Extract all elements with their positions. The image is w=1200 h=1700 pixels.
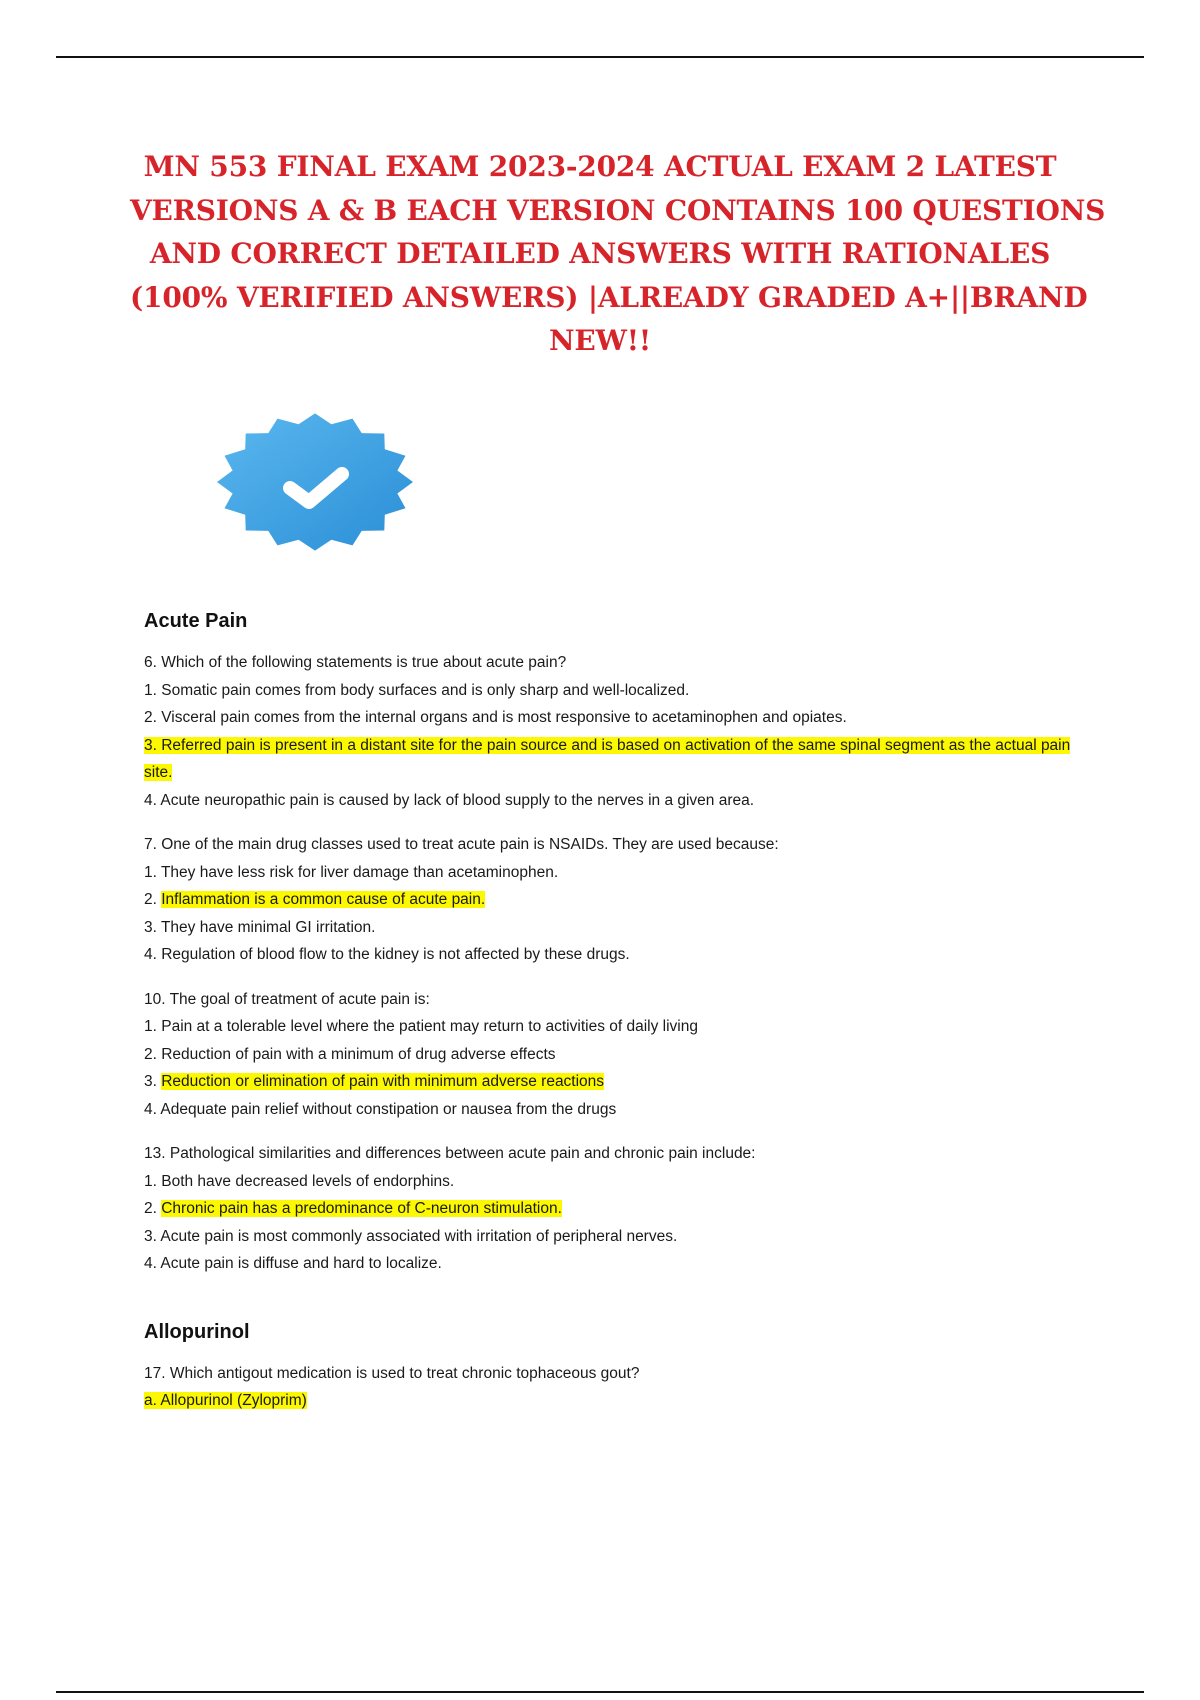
title-line-3: AND CORRECT DETAILED ANSWERS WITH RATIONALES bbox=[149, 237, 1051, 270]
highlighted-answer: 3. Referred pain is present in a distant site for the pain source and is based on activation of the same spinal segment as the actual pain site. bbox=[144, 736, 1071, 781]
bottom-rule bbox=[56, 1691, 1144, 1693]
answer-option: 1. Pain at a tolerable level where the patient may return to activities of daily living bbox=[144, 1018, 698, 1035]
question-7 bbox=[144, 831, 1084, 969]
title-line-1: MN 553 FINAL EXAM 2023-2024 ACTUAL EXAM 2 LATEST bbox=[143, 150, 1057, 183]
answer-option: 3. Acute pain is most commonly associated with irritation of peripheral nerves. bbox=[144, 1227, 678, 1245]
question-text: 17. Which antigout medication is used to treat chronic tophaceous gout? bbox=[144, 1364, 640, 1382]
answer-option: 1. Somatic pain comes from body surfaces and is only sharp and well-localized. bbox=[144, 681, 690, 699]
question-text: 10. The goal of treatment of acute pain is: bbox=[144, 990, 430, 1008]
question-13 bbox=[144, 1140, 1084, 1278]
question-10 bbox=[144, 986, 1084, 1124]
answer-option: 3. They have minimal GI irritation. bbox=[144, 918, 376, 936]
top-rule bbox=[56, 56, 1144, 58]
answer-option: 1. Both have decreased levels of endorphins. bbox=[144, 1172, 455, 1190]
answer-option-correct bbox=[144, 886, 1084, 914]
title-line-5: NEW!! bbox=[549, 324, 651, 357]
answer-option-correct bbox=[144, 1068, 1084, 1096]
highlighted-answer: Inflammation is a common cause of acute pain. bbox=[161, 891, 486, 908]
section-heading: Allopurinol bbox=[144, 1320, 250, 1343]
highlighted-answer: Reduction or elimination of pain with minimum adverse reactions bbox=[161, 1073, 605, 1090]
question-text: 13. Pathological similarities and differences between acute pain and chronic pain include: bbox=[144, 1145, 756, 1162]
exam-content bbox=[144, 610, 1084, 1432]
question-17 bbox=[144, 1360, 1084, 1415]
answer-option: 4. Regulation of blood flow to the kidney is not affected by these drugs. bbox=[144, 946, 630, 963]
option-number: 2. bbox=[144, 891, 162, 908]
section-heading: Acute Pain bbox=[144, 610, 248, 632]
title-line-2: VERSIONS A & B EACH VERSION CONTAINS 100 QUESTIONS bbox=[130, 193, 1106, 227]
answer-option-correct bbox=[144, 732, 1084, 787]
section-allopurinol bbox=[144, 1321, 1084, 1415]
question-text: 6. Which of the following statements is true about acute pain? bbox=[144, 654, 567, 671]
answer-option: 4. Acute neuropathic pain is caused by lack of blood supply to the nerves in a given area. bbox=[144, 791, 755, 809]
answer-option: 2. Reduction of pain with a minimum of drug adverse effects bbox=[144, 1045, 556, 1063]
verified-check-badge-icon bbox=[214, 412, 416, 552]
section-acute-pain bbox=[144, 610, 1084, 1278]
answer-option: 2. Visceral pain comes from the internal organs and is most responsive to acetaminophen and opiates. bbox=[144, 709, 847, 726]
answer-option: 1. They have less risk for liver damage than acetaminophen. bbox=[144, 863, 559, 881]
title-line-4: (100% VERIFIED ANSWERS) |ALREADY GRADED A+||BRAND bbox=[130, 280, 1088, 314]
highlighted-answer: a. Allopurinol (Zyloprim) bbox=[144, 1392, 307, 1409]
answer-option: 4. Adequate pain relief without constipation or nausea from the drugs bbox=[144, 1100, 617, 1118]
document-title bbox=[130, 145, 1106, 363]
highlighted-answer: Chronic pain has a predominance of C-neuron stimulation. bbox=[161, 1200, 562, 1217]
question-text: 7. One of the main drug classes used to treat acute pain is NSAIDs. They are used because: bbox=[144, 836, 779, 853]
answer-option-correct bbox=[144, 1195, 1084, 1223]
answer-option: 4. Acute pain is diffuse and hard to localize. bbox=[144, 1255, 442, 1272]
answer-option-correct bbox=[144, 1387, 1084, 1415]
option-number: 2. bbox=[144, 1200, 162, 1217]
question-6 bbox=[144, 649, 1084, 814]
option-number: 3. bbox=[144, 1073, 162, 1090]
